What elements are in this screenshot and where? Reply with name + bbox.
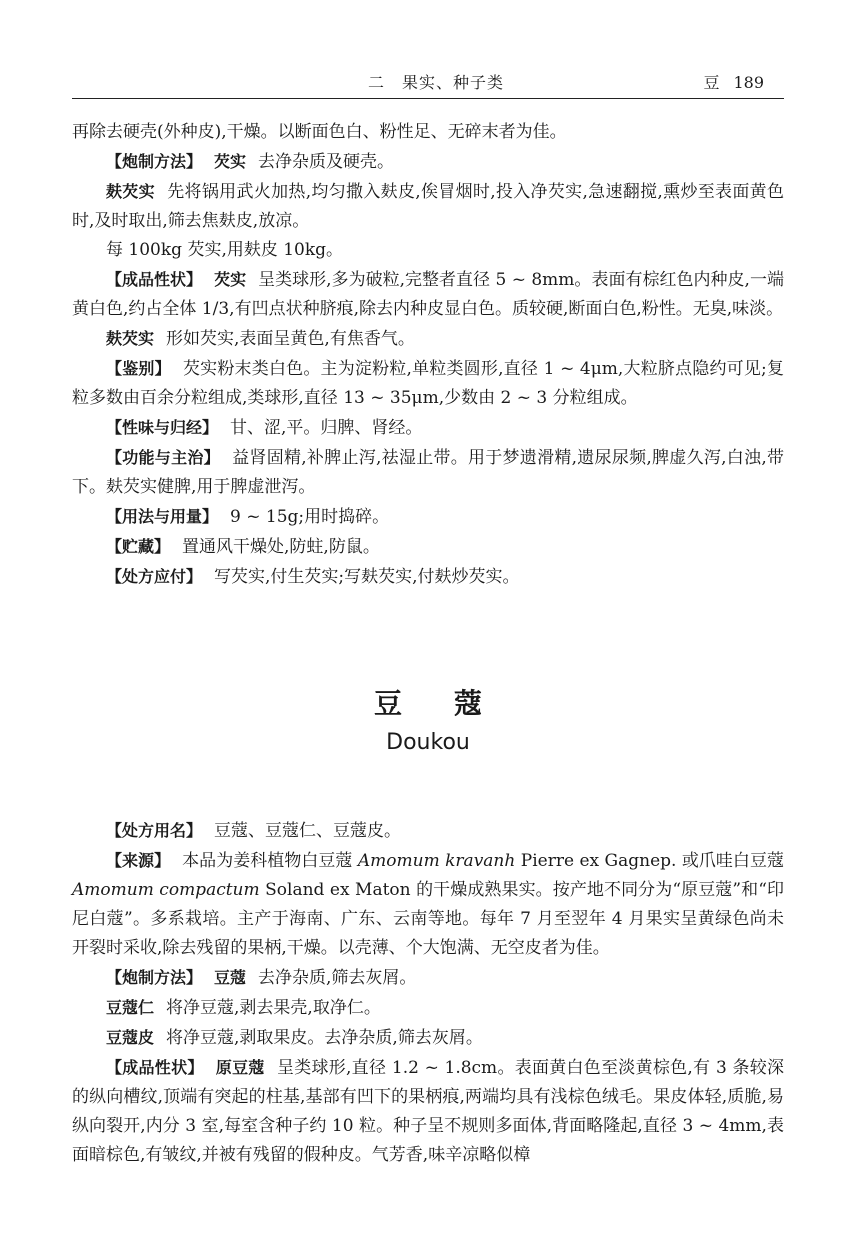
text: Pierre ex Gagnep. 或爪哇白豆蔻 [520, 851, 784, 871]
term: 原豆蔻 [215, 1058, 265, 1077]
paragraph [72, 324, 784, 354]
term: 豆蔻仁 [106, 998, 155, 1017]
text: 呈类球形,直径 1.2 ~ 1.8cm。表面黄白色至淡黄棕色,有 3 条较深的纵向槽纹,顶端有突起的柱基,基部有凹下的果柄痕,两端均具有浅棕色绒毛。果皮体轻,质脆,易纵向裂开,内分 3 室,每室含种子约 10 粒。种子呈不规则多面体,背面略隆起,直径 3 ~ 4mm,表面暗棕色,有皱纹,并被有残留的假种皮。气芳香,味辛凉略似樟 [72, 1058, 784, 1165]
section-label: 【用法与用量】 [106, 507, 219, 526]
section-label: 【处方应付】 [106, 567, 203, 586]
page-header-right [703, 70, 764, 93]
paragraph [72, 413, 784, 443]
paragraph [72, 963, 784, 993]
text: 甘、涩,平。归脾、肾经。 [230, 418, 423, 438]
section-heading: 二 果实、种子类 [368, 73, 505, 92]
section-label: 【炮制方法】 [106, 152, 203, 171]
section-label: 【处方用名】 [106, 821, 203, 840]
paragraph [72, 846, 784, 963]
text: 将净豆蔻,剥去果壳,取净仁。 [166, 998, 381, 1018]
paragraph: 再除去硬壳(外种皮),干燥。以断面色白、粉性足、无碎末者为佳。 [72, 122, 567, 142]
entry-pinyin: Doukou [386, 730, 470, 755]
header-rule [72, 98, 784, 99]
running-title: 豆 [703, 73, 720, 92]
paragraph [72, 1053, 784, 1170]
term: 豆蔻皮 [106, 1028, 155, 1047]
text: 本品为姜科植物白豆蔻 [182, 851, 353, 871]
section-label: 【成品性状】 [106, 270, 203, 289]
paragraph [72, 265, 784, 324]
term: 芡实 [214, 270, 247, 289]
text: 置通风干燥处,防蛀,防鼠。 [182, 537, 380, 557]
text: 将净豆蔻,剥取果皮。去净杂质,筛去灰屑。 [166, 1028, 483, 1048]
section-label: 【功能与主治】 [106, 448, 220, 467]
term: 麸芡实 [106, 182, 155, 201]
term: 芡实 [214, 152, 247, 171]
text: 先将锅用武火加热,均匀撒入麸皮,俟冒烟时,投入净芡实,急速翻搅,熏炒至表面黄色时,及时取出,筛去焦麸皮,放凉。 [72, 182, 784, 231]
section-label: 【鉴别】 [106, 359, 171, 378]
paragraph [72, 532, 784, 562]
paragraph [72, 354, 784, 413]
section-label: 【贮藏】 [106, 537, 171, 556]
section-label: 【来源】 [106, 851, 171, 870]
text: 9 ~ 15g;用时捣碎。 [230, 507, 390, 527]
page-number: 189 [733, 73, 764, 92]
paragraph: 每 100kg 芡实,用麸皮 10kg。 [106, 240, 344, 260]
section-label: 【成品性状】 [106, 1058, 204, 1077]
text: Soland ex Maton 的干燥成熟果实。按产地不同分为“原豆蔻”和“印尼白蔻”。多系栽培。主产于海南、广东、云南等地。每年 7 月至翌年 4 月果实呈黄绿色尚未开裂时采收,除去残留的果柄,干燥。以壳薄、个大饱满、无空皮者为佳。 [72, 880, 784, 958]
section-label: 【性味与归经】 [106, 418, 219, 437]
text: 形如芡实,表面呈黄色,有焦香气。 [166, 329, 415, 349]
paragraph [72, 147, 784, 177]
term: 豆蔻 [214, 968, 247, 987]
text: 益肾固精,补脾止泻,祛湿止带。用于梦遗滑精,遗尿尿频,脾虚久泻,白浊,带下。麸芡实健脾,用于脾虚泄泻。 [72, 448, 784, 497]
species-name: Amomum kravanh [357, 851, 516, 871]
top-text-block [72, 118, 784, 592]
bottom-text-block [72, 816, 784, 1170]
text: 写芡实,付生芡实;写麸芡实,付麸炒芡实。 [214, 567, 520, 587]
paragraph [72, 993, 784, 1023]
paragraph [72, 562, 784, 592]
species-name: Amomum compactum [72, 880, 260, 900]
running-header [72, 66, 784, 94]
text: 去净杂质及硬壳。 [258, 152, 395, 172]
paragraph [72, 502, 784, 532]
text: 芡实粉末类白色。主为淀粉粒,单粒类圆形,直径 1 ~ 4μm,大粒脐点隐约可见;复粒多数由百余分粒组成,类球形,直径 13 ~ 35μm,少数由 2 ~ 3 分粒组成。 [72, 359, 784, 408]
text: 去净杂质,筛去灰屑。 [258, 968, 417, 988]
text: 豆蔻、豆蔻仁、豆蔻皮。 [214, 821, 402, 841]
text: 呈类球形,多为破粒,完整者直径 5 ~ 8mm。表面有棕红色内种皮,一端黄白色,约占全体 1/3,有凹点状种脐痕,除去内种皮显白色。质较硬,断面白色,粉性。无臭,味淡。 [72, 270, 784, 319]
term: 麸芡实 [106, 329, 155, 348]
paragraph [72, 1023, 784, 1053]
section-label: 【炮制方法】 [106, 968, 203, 987]
paragraph [72, 177, 784, 236]
paragraph [72, 443, 784, 502]
entry-title: 豆蔻 [373, 687, 534, 720]
paragraph [72, 816, 784, 846]
